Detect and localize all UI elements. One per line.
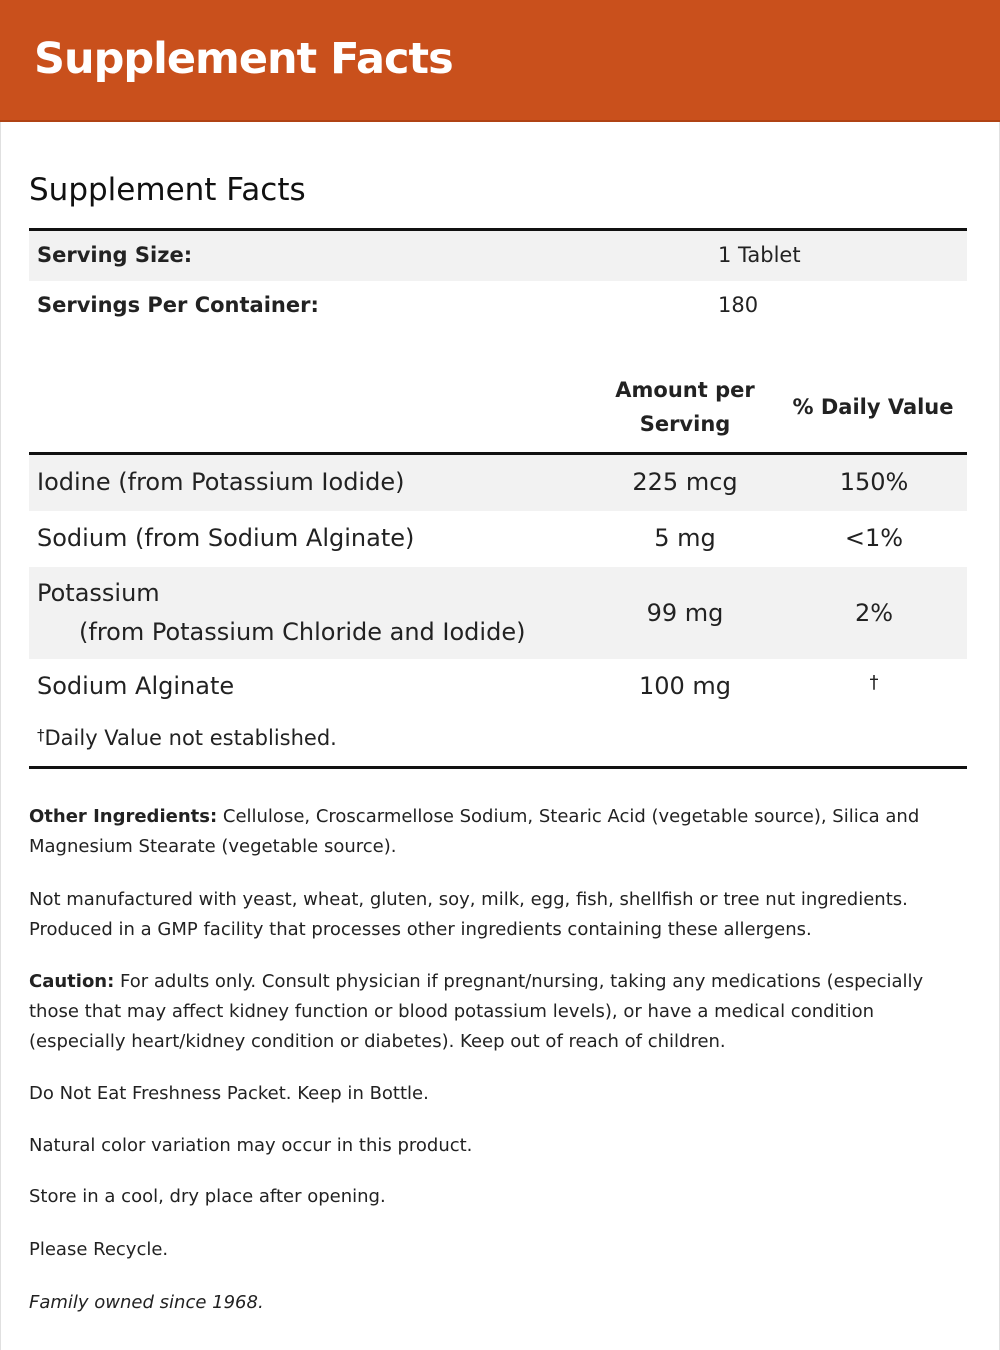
other-ingredients: [29, 802, 969, 862]
nutrient-name: Iodine (from Potassium Iodide): [37, 468, 405, 496]
caution-statement: [29, 967, 969, 1057]
serving-size-value: 1 Tablet: [718, 243, 801, 267]
servings-per-container-value: 180: [718, 293, 759, 317]
nutrient-source: (from Potassium Chloride and Iodide): [79, 618, 526, 646]
nutrient-row: [29, 511, 967, 567]
serving-size-label: Serving Size:: [37, 243, 193, 267]
caution-label: Caution:: [29, 971, 115, 992]
color-variation-note: Natural color variation may occur in this product.: [29, 1135, 473, 1156]
daily-value-footnote: [37, 726, 337, 750]
other-ingredients-label: Other Ingredients:: [29, 806, 218, 827]
caution-text: For adults only. Consult physician if pregnant/nursing, taking any medications (especially those that may affect kidney function or blood potassium levels), or have a medical condition (especially heart/kidney condition or diabetes). Keep out of reach of children.: [29, 971, 924, 1052]
nutrient-name: Sodium (from Sodium Alginate): [37, 524, 415, 552]
header-banner: [0, 0, 1000, 122]
family-owned-note: Family owned since 1968.: [29, 1292, 264, 1313]
banner-title: Supplement Facts: [34, 34, 453, 84]
nutrient-amount: 5 mg: [654, 524, 716, 552]
nutrient-row: [29, 659, 967, 715]
recycle-note: Please Recycle.: [29, 1239, 169, 1260]
footnote-text: Daily Value not established.: [44, 726, 337, 750]
serving-size-row: [29, 231, 967, 281]
nutrient-daily-value: <1%: [844, 524, 904, 552]
nutrient-amount: 99 mg: [646, 599, 724, 627]
servings-per-container-label: Servings Per Container:: [37, 293, 319, 317]
supplement-facts-heading: Supplement Facts: [29, 172, 306, 208]
allergen-statement: Not manufactured with yeast, wheat, gluten, soy, milk, egg, fish, shellfish or tree nut ingredients. Produced in a GMP facility that processes other ingredients containing these allergens.: [29, 889, 908, 940]
nutrient-row: [29, 455, 967, 511]
storage-note: Store in a cool, dry place after opening.: [29, 1186, 386, 1207]
servings-per-container-row: [29, 281, 967, 331]
nutrient-daily-value: 150%: [839, 468, 909, 496]
nutrient-name: Potassium: [37, 579, 160, 607]
nutrient-amount: 100 mg: [638, 672, 732, 700]
nutrient-row: [29, 567, 967, 659]
footnote-dagger: †: [37, 726, 45, 744]
nutrient-daily-value: †: [869, 672, 879, 693]
bottom-rule: [29, 766, 967, 769]
daily-value-header: % Daily Value: [792, 395, 954, 419]
amount-per-serving-header: Amount per Serving: [615, 378, 755, 436]
freshness-packet-note: Do Not Eat Freshness Packet. Keep in Bottle.: [29, 1083, 429, 1104]
nutrient-name: Sodium Alginate: [37, 672, 235, 700]
other-ingredients-text: Cellulose, Croscarmellose Sodium, Stearic Acid (vegetable source), Silica and Magnesium Stearate (vegetable source).: [29, 806, 920, 857]
nutrient-amount: 225 mcg: [632, 468, 738, 496]
nutrient-daily-value: 2%: [854, 599, 894, 627]
